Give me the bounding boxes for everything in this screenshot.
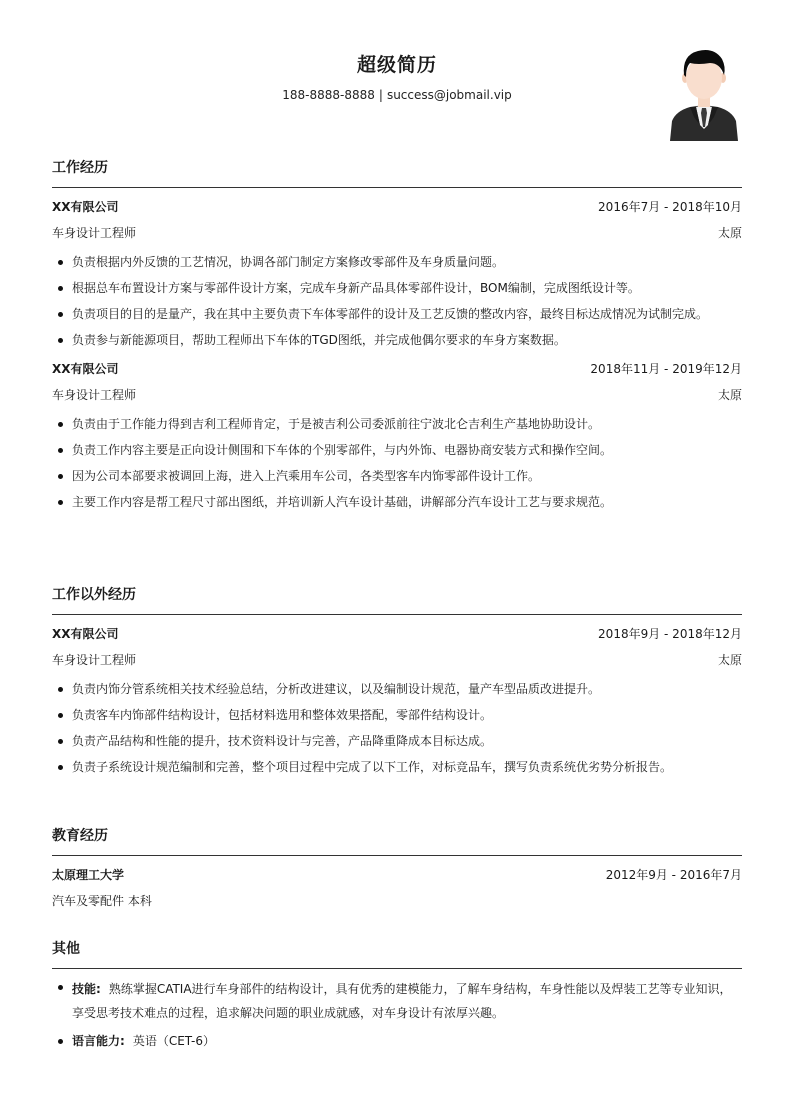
skills-label: 技能: [72,982,101,996]
email-address: success@jobmail.vip [386,88,512,102]
section-title: 工作经历 [52,160,108,176]
list-item: 负责内饰分管系统相关技术经验总结，分析改进建议，以及编制设计规范，量产车型品质改进提升。 [52,679,742,699]
job-location: 太原 [717,388,742,402]
skills-item [52,977,742,1025]
work-entry [52,621,742,777]
job-title: 车身设计工程师 [52,226,137,240]
skills-text: 熟练掌握CATIA进行车身部件的结构设计，具有优秀的建模能力，了解车身结构，车身性能以及焊装工艺等专业知识，享受思考技术难点的过程，追求解决问题的职业成就感，对车身设计有浓厚兴趣。 [72,982,732,1020]
entry-date: 2012年9月 - 2016年7月 [605,868,742,882]
company-name: XX有限公司 [52,200,119,214]
avatar [668,45,740,141]
company-name: XX有限公司 [52,362,119,376]
phone-number: 188-8888-8888 [282,88,375,102]
list-item: 负责客车内饰部件结构设计，包括材料选用和整体效果搭配，零部件结构设计。 [52,705,742,725]
section-title: 其他 [52,941,80,957]
list-item: 负责根据内外反馈的工艺情况，协调各部门制定方案修改零部件及车身质量问题。 [52,252,742,272]
resume-header [0,0,794,150]
language-label: 语言能力: [72,1034,125,1048]
work-entry [52,356,742,512]
job-title: 车身设计工程师 [52,388,137,402]
entry-date: 2016年7月 - 2018年10月 [598,200,742,214]
list-item: 负责项目的目的是量产，我在其中主要负责下车体零部件的设计及工艺反馈的整改内容，最终目标达成情况为试制完成。 [52,304,742,324]
list-item: 负责由于工作能力得到吉利工程师肯定，于是被吉利公司委派前往宁波北仑吉利生产基地协助设计。 [52,414,742,434]
entry-date: 2018年9月 - 2018年12月 [598,627,742,641]
job-location: 太原 [717,226,742,240]
education-section [52,823,742,914]
entry-date: 2018年11月 - 2019年12月 [590,362,742,376]
list-item: 负责子系统设计规范编制和完善，整个项目过程中完成了以下工作，对标竞品车，撰写负责系统优劣势分析报告。 [52,757,742,777]
list-item: 根据总车布置设计方案与零部件设计方案，完成车身新产品具体零部件设计，BOM编制，完成图纸设计等。 [52,278,742,298]
candidate-name: 超级简历 [356,54,437,76]
responsibility-list [52,414,742,512]
list-item: 因为公司本部要求被调回上海，进入上汽乘用车公司，各类型客车内饰零部件设计工作。 [52,466,742,486]
work-entry [52,194,742,350]
other-experience-section [52,582,742,783]
section-title: 教育经历 [52,828,108,844]
school-name: 太原理工大学 [52,868,125,882]
responsibility-list [52,679,742,777]
language-item [52,1031,742,1051]
responsibility-list [52,252,742,350]
list-item: 负责工作内容主要是正向设计侧围和下车体的个别零部件，与内外饰、电器协商安装方式和操作空间。 [52,440,742,460]
misc-list [52,977,742,1051]
job-title: 车身设计工程师 [52,653,137,667]
major-degree: 汽车及零配件 本科 [52,894,152,908]
list-item: 负责产品结构和性能的提升，技术资料设计与完善，产品降重降成本目标达成。 [52,731,742,751]
job-location: 太原 [717,653,742,667]
work-experience-section [52,155,742,518]
contact-separator: | [378,88,383,102]
list-item: 负责参与新能源项目，帮助工程师出下车体的TGD图纸，并完成他偶尔要求的车身方案数据。 [52,330,742,350]
language-text: 英语（CET-6） [132,1034,215,1048]
list-item: 主要工作内容是帮工程尺寸部出图纸，并培训新人汽车设计基础，讲解部分汽车设计工艺与要求规范。 [52,492,742,512]
section-title: 工作以外经历 [52,587,136,603]
company-name: XX有限公司 [52,627,119,641]
misc-section [52,936,742,1057]
